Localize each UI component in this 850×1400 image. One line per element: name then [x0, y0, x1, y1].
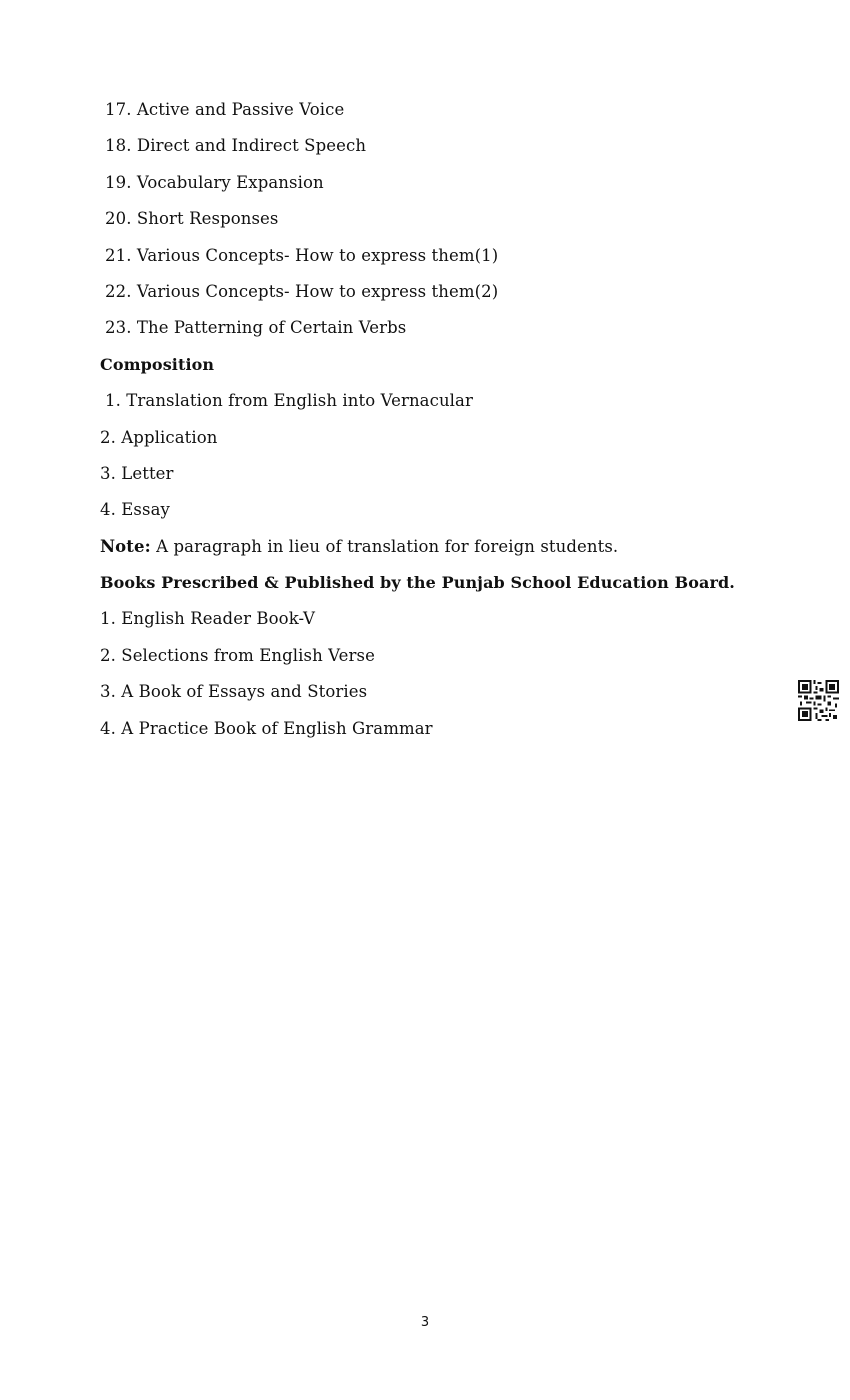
books-heading: Books Prescribed & Published by the Punjab School Education Board. [100, 573, 735, 593]
composition-item: 3. Letter [100, 463, 174, 483]
book-item: 3. A Book of Essays and Stories [100, 682, 368, 702]
note-text: A paragraph in lieu of translation for foreign students. [150, 536, 619, 556]
composition-item: 4. Essay [100, 500, 170, 520]
book-item: 2. Selections from English Verse [100, 645, 375, 665]
note [100, 535, 780, 571]
page-number: 3 [420, 1315, 430, 1330]
grammar-item: 23. The Patterning of Certain Verbs [105, 318, 407, 338]
composition-item: 2. Application [100, 427, 218, 447]
composition-heading: Composition [100, 354, 215, 374]
note-label: Note: [100, 536, 151, 556]
qr-code-icon [798, 680, 839, 721]
composition-item: 1. Translation from English into Vernacular [105, 391, 473, 411]
grammar-item: 22. Various Concepts- How to express them(2) [105, 281, 499, 301]
syllabus-content [100, 98, 780, 753]
book-item: 1. English Reader Book-V [100, 609, 315, 629]
grammar-item: 20. Short Responses [105, 209, 279, 229]
grammar-item: 18. Direct and Indirect Speech [105, 136, 367, 156]
grammar-item: 17. Active and Passive Voice [105, 100, 345, 119]
grammar-item: 21. Various Concepts- How to express them(1) [105, 245, 499, 265]
grammar-item: 19. Vocabulary Expansion [105, 172, 324, 192]
book-item: 4. A Practice Book of English Grammar [100, 718, 433, 738]
